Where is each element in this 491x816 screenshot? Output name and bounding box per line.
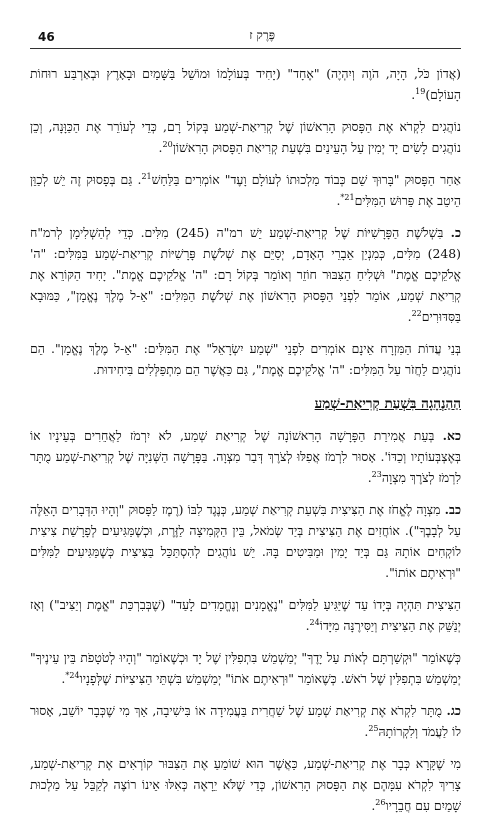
- paragraph-text: (אֲדוֹן כֹּל, הָיָה, הֹוֶה וְיִהְיֶה) "אֶחָד" (יָחִיד בְּעוֹלָמוֹ וּמוֹשֵׁל בַּשָּׁמַיִם וּבָאָרֶץ וּבְאַרְבַּע רוּחוֹת הָעוֹלָם): [30, 66, 461, 102]
- paragraph-text: בְּנֵי עֲדוֹת הַמִּזְרָח אֵינָם אוֹמְרִים לִפְנֵי "שְׁמַע יִשְׂרָאֵל" אֶת הַמִּלִּים: "אֵ-ל מֶלֶךְ נֶאֱמָן". הֵם נוֹהֲגִים לַחֲזֹר עַל הַמִּלִּים: "ה' אֱלֹקֵיכֶם אֱמֶת", גַּם כַּאֲשֶׁר הֵם מִתְפַּלְּלִים בִּיחִידוּת.: [30, 341, 461, 377]
- paragraph-kaf-gimel: כג. מֻתָּר לִקְרֹא אֶת קְרִיאַת שְׁמַע שֶׁל שַׁחֲרִית בַּעֲמִידָה אוֹ בִּישִׁיבָה, אַךְ מִי שֶׁכְּבָר יוֹשֵׁב, אָסוּר לוֹ לַעֲמֹד וְלִקְרוֹתָהּ$^{25}$.: [30, 703, 461, 739]
- footnote-ref: 25: [368, 723, 379, 733]
- paragraph-number: כא.: [442, 428, 461, 443]
- body-text: [30, 63, 461, 816]
- section-heading: הַהַנְהָגָה בִּשְׁעַת קְרִיאַת-שְׁמַע: [314, 396, 461, 412]
- paragraph-3: אַחַר הַפָּסוּק "בָּרוּךְ שֵׁם כְּבוֹד מַלְכוּתוֹ לְעוֹלָם וָעֶד" אוֹמְרִים בַּלַּחַשׁ$^{21}$. גַּם בְּפָסוּק זֶה יֵשׁ לְכַוֵּן הֵיטֵב אֶת פֵּרוּשׁ הַמִּלִּים$^{21*}$.: [30, 171, 461, 208]
- paragraph-text: מֻתָּר לִקְרֹא אֶת קְרִיאַת שְׁמַע שֶׁל שַׁחֲרִית בַּעֲמִידָה אוֹ בִּישִׁיבָה, אַךְ מִי שֶׁכְּבָר יוֹשֵׁב, אָסוּר לוֹ לַעֲמֹד וְלִקְרוֹתָהּ: [30, 703, 461, 739]
- page-header: [30, 26, 461, 49]
- footnote-ref: 21: [141, 171, 152, 181]
- footnote-ref: 24: [309, 617, 320, 627]
- footnote-ref: 26: [375, 797, 386, 807]
- paragraph-text: מִי שֶׁקָּרָא כְּבָר אֶת קְרִיאַת-שְׁמַע, כַּאֲשֶׁר הוּא שׁוֹמֵעַ אֶת הַצִּבּוּר קוֹרְאִים אֶת קְרִיאַת-שְׁמַע, צָרִיךְ לִקְרֹא עִמָּהֶם אֶת הַפָּסוּק הָרִאשׁוֹן, כְּדֵי שֶׁלֹּא יֵרָאֶה כְּאִלּוּ אֵינוֹ רוֹצֶה לְקַבֵּל עַל מַלְכוּת שָׁמַיִם עִם חֲבֵרָיו: [30, 756, 461, 813]
- paragraph-text: בִּשְׁלֹשֶׁת הַפָּרָשִׁיּוֹת שֶׁל קְרִיאַת-שְׁמַע יֵשׁ רמ"ה (245) מִלִּים. כְּדֵי לְהַשְׁלִימָן לְרמ"ח (248) מִלִּים, כְּמִנְיַן אֵבָרֵי הָאָדָם, יְסַיֵּם אֶת שְׁלֹשֶׁת פָּרָשִׁיּוֹת קְרִיאַת-שְׁמַע בַּמִּלִּים: "ה' אֱלֹקֵיכֶם אֱמֶת" וּשְׁלִיחַ הַצִּבּוּר חוֹזֵר וְאוֹמֵר בְּקוֹל רָם: "ה' אֱלֹקֵיכֶם אֱמֶת". יָחִיד הַקּוֹרֵא אֶת קְרִיאַת שְׁמַע, אוֹמֵר לִפְנֵי הַפָּסוּק הָרִאשׁוֹן אֶת שְׁלֹשֶׁת הַמִּלִּים: "אֵ-ל מֶלֶךְ נֶאֱמָן", כַּמּוּבָא בַּסִּדּוּרִים: [30, 225, 461, 324]
- footnote-ref: 22: [411, 308, 422, 318]
- paragraph-tail: . גַּם בְּפָסוּק זֶה יֵשׁ לְכַוֵּן הֵיטֵב אֶת פֵּרוּשׁ הַמִּלִּים: [30, 172, 461, 208]
- paragraph-2: נוֹהֲגִים לִקְרֹא אֶת הַפָּסוּק הָרִאשׁוֹן שֶׁל קְרִיאַת-שְׁמַע בְּקוֹל רָם, כְּדֵי לְעוֹרֵר אֶת הַכַּוָּנָה, וְכֵן נוֹהֲגִים לָשִׂים יָד יְמִין עַל הָעֵינַיִם בִּשְׁעַת קְרִיאַת הַפָּסוּק הָרִאשׁוֹן$^{20}$.: [30, 119, 461, 155]
- paragraph-kaf-alef: כא. בְּעֵת אֲמִירַת הַפָּרָשָׁה הָרִאשׁוֹנָה שֶׁל קְרִיאַת שְׁמַע, לֹא יִרְמֹז לַאֲחֵרִים בְּעֵינָיו אוֹ בְּאֶצְבְּעוֹתָיו וְכַדּוֹ'. אָסוּר לִרְמֹז אֲפִלּוּ לְצֹרֶךְ דְּבַר מִצְוָה. בַּפָּרָשָׁה הַשְּׁנִיָּה שֶׁל קְרִיאַת-שְׁמַע מֻתָּר לִרְמֹז לְצֹרֶךְ מִצְוָה$^{23}$.: [30, 428, 461, 485]
- paragraph-8: הַצִּיצִית תִּהְיֶה בְּיָדוֹ עַד שֶׁיַּגִּיעַ לַמִּלִּים "נֶאֱמָנִים וְנֶחֱמָדִים לָעַד" (שֶׁבְּבִרְכַּת "אֱמֶת וְיַצִּיב") וְאָז יְנַשֵּׁק אֶת הַצִּיצִית וְיַסִּירֶנָּה מִיָּדוֹ$^{24}$.: [30, 597, 461, 633]
- chapter-label: פֶּרֶק ז: [249, 28, 275, 42]
- footnote-ref: 19: [415, 86, 426, 96]
- paragraph-5: [30, 338, 461, 380]
- footnote-ref: 20: [162, 139, 173, 149]
- page-number: 46: [38, 30, 55, 44]
- paragraph-kaf: כ. בִּשְׁלֹשֶׁת הַפָּרָשִׁיּוֹת שֶׁל קְרִיאַת-שְׁמַע יֵשׁ רמ"ה (245) מִלִּים. כְּדֵי לְהַשְׁלִימָן לְרמ"ח (248) מִלִּים, כְּמִנְיַן אֵבָרֵי הָאָדָם, יְסַיֵּם אֶת שְׁלֹשֶׁת פָּרָשִׁיּוֹת קְרִיאַת-שְׁמַע בַּמִּלִּים: "ה' אֱלֹקֵיכֶם אֱמֶת" וּשְׁלִיחַ הַצִּבּוּר חוֹזֵר וְאוֹמֵר בְּקוֹל רָם: "ה' אֱלֹקֵיכֶם אֱמֶת". יָחִיד הַקּוֹרֵא אֶת קְרִיאַת שְׁמַע, אוֹמֵר לִפְנֵי הַפָּסוּק הָרִאשׁוֹן אֶת שְׁלֹשֶׁת הַמִּלִּים: "אֵ-ל מֶלֶךְ נֶאֱמָן", כַּמּוּבָא בַּסִּדּוּרִים$^{22}$.: [30, 225, 461, 324]
- paragraph-kaf-bet: [30, 499, 461, 583]
- paragraph-text: נוֹהֲגִים לִקְרֹא אֶת הַפָּסוּק הָרִאשׁוֹן שֶׁל קְרִיאַת-שְׁמַע בְּקוֹל רָם, כְּדֵי לְעוֹרֵר אֶת הַכַּוָּנָה, וְכֵן נוֹהֲגִים לָשִׂים יָד יְמִין עַל הָעֵינַיִם בִּשְׁעַת קְרִיאַת הַפָּסוּק הָרִאשׁוֹן: [30, 119, 461, 155]
- paragraph-text: הַצִּיצִית תִּהְיֶה בְּיָדוֹ עַד שֶׁיַּגִּיעַ לַמִּלִּים "נֶאֱמָנִים וְנֶחֱמָדִים לָעַד" (שֶׁבְּבִרְכַּת "אֱמֶת וְיַצִּיב") וְאָז יְנַשֵּׁק אֶת הַצִּיצִית וְיַסִּירֶנָּה מִיָּדוֹ: [30, 597, 461, 633]
- paragraph-11: מִי שֶׁקָּרָא כְּבָר אֶת קְרִיאַת-שְׁמַע, כַּאֲשֶׁר הוּא שׁוֹמֵעַ אֶת הַצִּבּוּר קוֹרְאִים אֶת קְרִיאַת-שְׁמַע, צָרִיךְ לִקְרֹא עִמָּהֶם אֶת הַפָּסוּק הָרִאשׁוֹן, כְּדֵי שֶׁלֹּא יֵרָאֶה כְּאִלּוּ אֵינוֹ רוֹצֶה לְקַבֵּל עַל מַלְכוּת שָׁמַיִם עִם חֲבֵרָיו$^{26}$.: [30, 756, 461, 813]
- footnote-ref: 24*: [65, 670, 80, 680]
- paragraph-text: מִצְוָה לֶאֱחֹז אֶת הַצִּיצִית בִּשְׁעַת קְרִיאַת שְׁמַע, כְּנֶגֶד לִבּוֹ (רֶמֶז לַפָּסוּק "וְהָיוּ הַדְּבָרִים הָאֵלֶּה עַל לְבָבֶךָ"). אוֹחֲזִים אֶת הַצִּיצִית בְּיַד שְׂמֹאל, בֵּין הַקְּמִיצָה לַזֶּרֶת, וּכְשֶׁמַּגִּיעִים לְפָרָשַׁת צִיצִית לוֹקְחִים אוֹתָהּ גַּם בְּיַד יָמִין וּמַבִּיטִים בָּהּ. יֵשׁ נוֹהֲגִים לְהִסְתַּכֵּל בַּצִּיצִית כְּשֶׁמַּגִּיעִים לַמִּלִּים "וּרְאִיתֶם אוֹתוֹ".: [30, 502, 461, 580]
- footnote-ref: 21*: [340, 192, 355, 202]
- paragraph-number: כ.: [450, 225, 461, 240]
- paragraph-number: כג.: [446, 703, 461, 718]
- paragraph-text: אַחַר הַפָּסוּק "בָּרוּךְ שֵׁם כְּבוֹד מַלְכוּתוֹ לְעוֹלָם וָעֶד" אוֹמְרִים בַּלַּחַשׁ: [151, 172, 461, 187]
- paragraph-number: כב.: [444, 502, 461, 517]
- paragraph-text: בְּעֵת אֲמִירַת הַפָּרָשָׁה הָרִאשׁוֹנָה שֶׁל קְרִיאַת שְׁמַע, לֹא יִרְמֹז לַאֲחֵרִים בְּעֵינָיו אוֹ בְּאֶצְבְּעוֹתָיו וְכַדּוֹ'. אָסוּר לִרְמֹז אֲפִלּוּ לְצֹרֶךְ דְּבַר מִצְוָה. בַּפָּרָשָׁה הַשְּׁנִיָּה שֶׁל קְרִיאַת-שְׁמַע מֻתָּר לִרְמֹז לְצֹרֶךְ מִצְוָה: [30, 428, 461, 485]
- paragraph-text: כְּשֶׁאוֹמֵר "וּקְשַׁרְתָּם לְאוֹת עַל יָדֶךָ" יְמַשְׁמֵשׁ בִּתְפִלִּין שֶׁל יָד וּכְשֶׁאוֹמֵר "וְהָיוּ לְטֹטָפֹת בֵּין עֵינֶיךָ" יְמַשְׁמֵשׁ בִּתְפִלִּין שֶׁל רֹאשׁ. כְּשֶׁאוֹמֵר "וּרְאִיתֶם אֹתוֹ" יְמַשְׁמֵשׁ בִּשְׁתֵּי הַצִּיצִיּוֹת שֶׁלְּפָנָיו: [30, 650, 461, 686]
- paragraph-1: (אֲדוֹן כֹּל, הָיָה, הֹוֶה וְיִהְיֶה) "אֶחָד" (יָחִיד בְּעוֹלָמוֹ וּמוֹשֵׁל בַּשָּׁמַיִם וּבָאָרֶץ וּבְאַרְבַּע רוּחוֹת הָעוֹלָם)$^{19}$.: [30, 66, 461, 102]
- paragraph-9: כְּשֶׁאוֹמֵר "וּקְשַׁרְתָּם לְאוֹת עַל יָדֶךָ" יְמַשְׁמֵשׁ בִּתְפִלִּין שֶׁל יָד וּכְשֶׁאוֹמֵר "וְהָיוּ לְטֹטָפֹת בֵּין עֵינֶיךָ" יְמַשְׁמֵשׁ בִּתְפִלִּין שֶׁל רֹאשׁ. כְּשֶׁאוֹמֵר "וּרְאִיתֶם אֹתוֹ" יְמַשְׁמֵשׁ בִּשְׁתֵּי הַצִּיצִיּוֹת שֶׁלְּפָנָיו$^{24*}$.: [30, 650, 461, 686]
- footnote-ref: 23: [371, 469, 382, 479]
